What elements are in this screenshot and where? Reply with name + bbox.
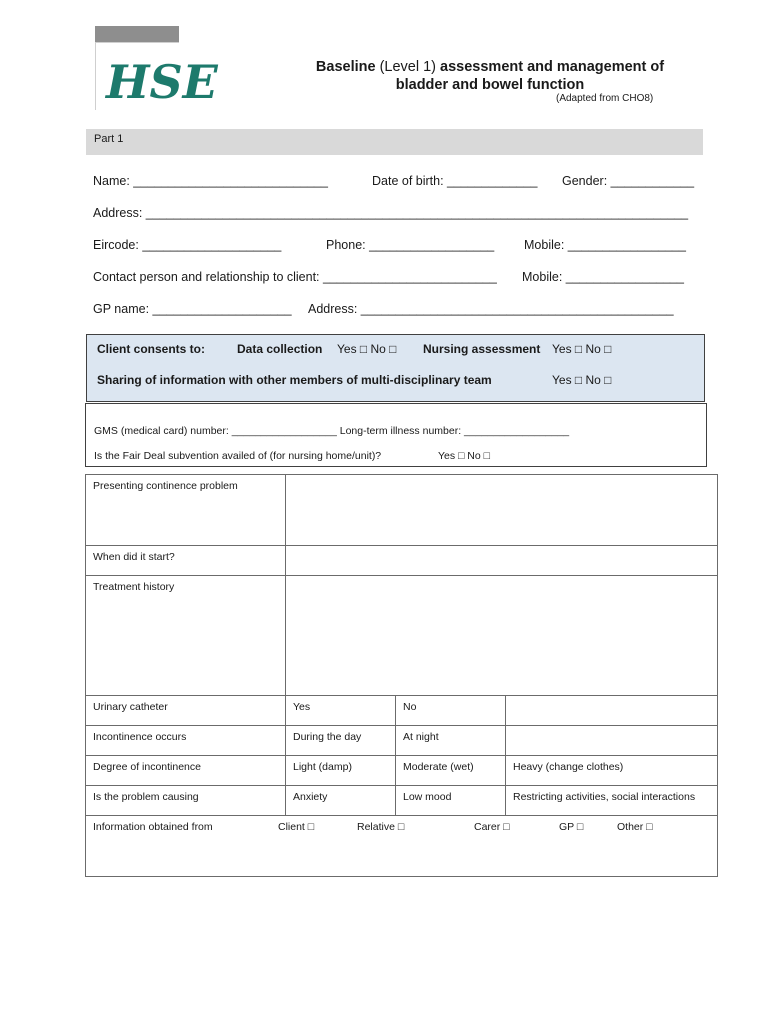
info-obtained-row (86, 816, 718, 877)
part-header (86, 129, 703, 155)
causing-restricting[interactable]: Restricting activities, social interactions (506, 786, 718, 816)
hse-logo-text: HSE (106, 55, 218, 109)
info-obtained-label: Information obtained from (93, 821, 213, 833)
problem-causing-label: Is the problem causing (86, 786, 286, 816)
nursing-assessment-checkboxes[interactable]: Yes □ No □ (552, 342, 612, 356)
page-title: Baseline (Level 1) assessment and management of bladder and bowel function (315, 59, 665, 93)
name-field[interactable]: Name: ____________________________ (93, 174, 328, 188)
degree-light[interactable]: Light (damp) (286, 756, 396, 786)
when-start-label: When did it start? (86, 546, 286, 576)
adapted-note: (Adapted from CHO8) (556, 93, 654, 104)
when-start-input[interactable] (286, 546, 718, 576)
gp-name-field[interactable]: GP name: ____________________ (93, 302, 292, 316)
occurs-day[interactable]: During the day (286, 726, 396, 756)
sharing-info-label: Sharing of information with other members of multi-disciplinary team (97, 373, 492, 387)
sharing-info-checkboxes[interactable]: Yes □ No □ (552, 373, 612, 387)
nursing-assessment-label: Nursing assessment (423, 342, 541, 356)
fair-deal-checkboxes[interactable]: Yes □ No □ (438, 450, 490, 462)
gms-line[interactable]: GMS (medical card) number: __________________ Long-term illness number: __________________ (94, 425, 570, 437)
causing-low-mood[interactable]: Low mood (396, 786, 506, 816)
incontinence-occurs-label: Incontinence occurs (86, 726, 286, 756)
part-label: Part 1 (94, 133, 124, 145)
fair-deal-question: Is the Fair Deal subvention availed of (for nursing home/unit)? (94, 450, 382, 462)
catheter-blank (506, 696, 718, 726)
data-collection-checkboxes[interactable]: Yes □ No □ (337, 342, 397, 356)
presenting-problem-input[interactable] (286, 475, 718, 546)
occurs-night[interactable]: At night (396, 726, 506, 756)
contact-mobile-field[interactable]: Mobile: _________________ (522, 270, 684, 284)
treatment-history-input[interactable] (286, 576, 718, 696)
mobile-field[interactable]: Mobile: _________________ (524, 238, 686, 252)
contact-person-field[interactable]: Contact person and relationship to client: _________________________ (93, 270, 497, 284)
urinary-catheter-label: Urinary catheter (86, 696, 286, 726)
causing-anxiety[interactable]: Anxiety (286, 786, 396, 816)
consent-label: Client consents to: (97, 342, 206, 356)
eircode-field[interactable]: Eircode: ____________________ (93, 238, 282, 252)
info-carer-checkbox[interactable]: Carer □ (474, 821, 510, 833)
gender-field[interactable]: Gender: ____________ (562, 174, 695, 188)
phone-field[interactable]: Phone: __________________ (326, 238, 495, 252)
dob-field[interactable]: Date of birth: _____________ (372, 174, 538, 188)
degree-heavy[interactable]: Heavy (change clothes) (506, 756, 718, 786)
occurs-blank (506, 726, 718, 756)
degree-moderate[interactable]: Moderate (wet) (396, 756, 506, 786)
logo-top-bar (95, 26, 179, 42)
info-client-checkbox[interactable]: Client □ (278, 821, 315, 833)
presenting-problem-label: Presenting continence problem (86, 475, 286, 546)
consent-panel (86, 334, 705, 402)
info-other-checkbox[interactable]: Other □ (617, 821, 653, 833)
treatment-history-label: Treatment history (86, 576, 286, 696)
catheter-yes[interactable]: Yes (286, 696, 396, 726)
assessment-table (85, 474, 718, 877)
hse-logo-icon (104, 54, 218, 109)
info-gp-checkbox[interactable]: GP □ (559, 821, 584, 833)
catheter-no[interactable]: No (396, 696, 506, 726)
degree-label: Degree of incontinence (86, 756, 286, 786)
gp-address-field[interactable]: Address: _____________________________________________ (308, 302, 674, 316)
address-field[interactable]: Address: ______________________________________________________________________________ (93, 206, 689, 220)
gms-panel (85, 403, 707, 467)
data-collection-label: Data collection (237, 342, 323, 356)
info-relative-checkbox[interactable]: Relative □ (357, 821, 405, 833)
